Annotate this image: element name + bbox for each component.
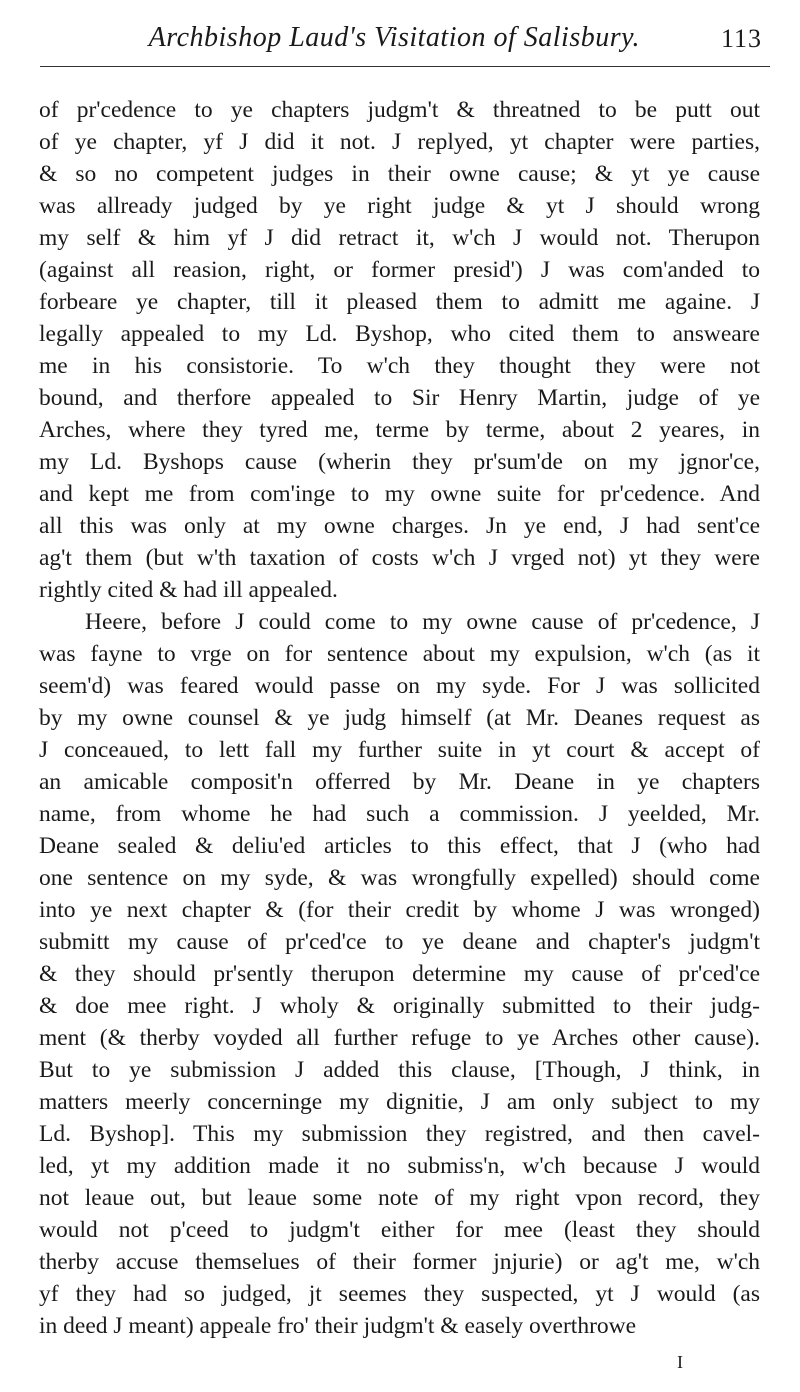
text-line: into ye next chapter & (for their credit by whome J was wronged) [39, 897, 760, 923]
text-line: Deane sealed & deliu'ed articles to this effect, that J (who had [39, 833, 760, 859]
page-number: 113 [720, 24, 762, 53]
text-line: & so no competent judges in their owne cause; & yt ye cause [39, 161, 760, 187]
text-line: rightly cited & had ill appealed. [39, 577, 338, 603]
text-line: in deed J meant) appeale fro' their judgm't & easely overthrowe [39, 1313, 637, 1339]
text-line: (against all reasion, right, or former presid') J was com'anded to [39, 257, 760, 283]
text-line: ag't them (but w'th taxation of costs w'ch J vrged not) yt they were [39, 545, 760, 571]
text-line: name, from whome he had such a commission. J yeelded, Mr. [39, 801, 760, 827]
text-line: me in his consistorie. To w'ch they thought they were not [39, 353, 760, 379]
text-line: of ye chapter, yf J did it not. J replyed, yt chapter were parties, [39, 129, 760, 155]
text-line: & they should pr'sently therupon determine my cause of pr'ced'ce [39, 961, 760, 987]
text-line: of pr'cedence to ye chapters judgm't & threatned to be putt out [39, 97, 760, 123]
text-line: was allready judged by ye right judge & yt J should wrong [39, 193, 760, 219]
text-line: bound, and therfore appealed to Sir Henry Martin, judge of ye [39, 385, 760, 411]
text-line: Arches, where they tyred me, terme by terme, about 2 yeares, in [39, 417, 760, 443]
text-line: by my owne counsel & ye judg himself (at Mr. Deanes request as [39, 705, 760, 731]
text-line: an amicable composit'n offerred by Mr. Deane in ye chapters [39, 769, 760, 795]
text-line: and kept me from com'inge to my owne suite for pr'cedence. And [39, 481, 760, 507]
header-rule [40, 66, 770, 67]
text-line: not leaue out, but leaue some note of my right vpon record, they [39, 1185, 760, 1211]
text-line: submitt my cause of pr'ced'ce to ye deane and chapter's judgm't [39, 929, 760, 955]
body-text [39, 94, 760, 1342]
text-line: led, yt my addition made it no submiss'n, w'ch because J would [39, 1153, 760, 1179]
running-head [40, 18, 770, 58]
text-line: legally appealed to my Ld. Byshop, who cited them to answeare [39, 321, 760, 347]
text-line: forbeare ye chapter, till it pleased them to admitt me againe. J [39, 289, 760, 315]
text-line: Heere, before J could come to my owne cause of pr'cedence, J [85, 609, 760, 635]
text-line: my self & him yf J did retract it, w'ch J would not. Therupon [39, 225, 760, 251]
text-line: yf they had so judged, jt seemes they suspected, yt J would (as [39, 1281, 760, 1307]
text-line: was fayne to vrge on for sentence about my expulsion, w'ch (as it [39, 641, 760, 667]
text-line: therby accuse themselues of their former jnjurie) or ag't me, w'ch [39, 1249, 760, 1275]
text-line: one sentence on my syde, & was wrongfully expelled) should come [39, 865, 760, 891]
text-line: But to ye submission J added this clause, [Though, J think, in [39, 1057, 760, 1083]
signature-mark: I [677, 1352, 683, 1372]
text-line: seem'd) was feared would passe on my syde. For J was sollicited [39, 673, 760, 699]
text-line: all this was only at my owne charges. Jn ye end, J had sent'ce [39, 513, 760, 539]
text-line: J conceaued, to lett fall my further suite in yt court & accept of [39, 737, 760, 763]
text-line: my Ld. Byshops cause (wherin they pr'sum'de on my jgnor'ce, [39, 449, 760, 475]
text-line: would not p'ceed to judgm't either for mee (least they should [39, 1217, 760, 1243]
text-line: matters meerly concerninge my dignitie, J am only subject to my [39, 1089, 760, 1115]
text-line: & doe mee right. J wholy & originally submitted to their judg- [39, 993, 760, 1019]
text-line: Ld. Byshop]. This my submission they registred, and then cavel- [39, 1121, 760, 1147]
running-title: Archbishop Laud's Visitation of Salisbury. [148, 22, 640, 53]
text-line: ment (& therby voyded all further refuge to ye Arches other cause). [39, 1025, 760, 1051]
